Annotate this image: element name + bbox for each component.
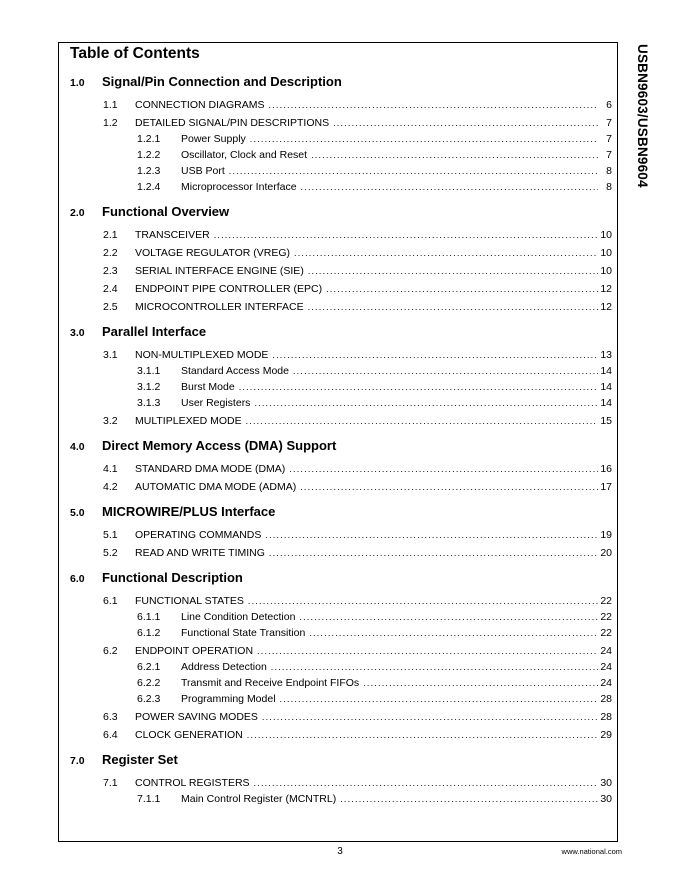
entry-number: 1.2 (103, 117, 118, 129)
entry-number: 1.2.1 (137, 133, 161, 145)
entry-title: FUNCTIONAL STATES (135, 595, 244, 607)
entry-number: 4.2 (103, 481, 118, 493)
toc-entry[interactable] (70, 547, 612, 560)
entry-page-number: 28 (600, 711, 612, 723)
dot-leader (239, 381, 598, 394)
entry-number: 5.1 (103, 529, 118, 541)
section-title: MICROWIRE/PLUS Interface (102, 504, 276, 519)
toc-section (70, 752, 612, 806)
dot-leader (272, 349, 598, 362)
toc-subentry[interactable] (70, 661, 612, 674)
entry-title: NON-MULTIPLEXED MODE (135, 349, 269, 361)
toc-subentry[interactable] (70, 627, 612, 640)
entry-number: 6.2 (103, 645, 118, 657)
section-title: Register Set (102, 752, 178, 767)
entry-page-number: 10 (600, 265, 612, 277)
dot-leader (311, 149, 598, 162)
entry-page-number: 16 (600, 463, 612, 475)
entry-title: Functional State Transition (181, 627, 306, 639)
entry-page-number: 24 (600, 677, 612, 689)
toc-entry[interactable] (70, 463, 612, 476)
entry-number: 6.1 (103, 595, 118, 607)
toc-subentry[interactable] (70, 365, 612, 378)
toc-section (70, 204, 612, 314)
toc-section (70, 74, 612, 194)
entry-title: MICROCONTROLLER INTERFACE (135, 301, 304, 313)
section-number: 1.0 (70, 77, 85, 89)
toc-entry[interactable] (70, 247, 612, 260)
entry-number: 3.2 (103, 415, 118, 427)
section-heading[interactable] (70, 570, 612, 590)
dot-leader (257, 645, 598, 658)
dot-leader (254, 397, 598, 410)
entry-page-number: 14 (600, 381, 612, 393)
entry-number: 1.2.4 (137, 181, 161, 193)
toc-subentry[interactable] (70, 677, 612, 690)
toc-section (70, 570, 612, 742)
toc-subentry[interactable] (70, 181, 612, 194)
section-number: 5.0 (70, 507, 85, 519)
dot-leader (247, 729, 598, 742)
toc-subentry[interactable] (70, 611, 612, 624)
section-heading[interactable] (70, 324, 612, 344)
entry-page-number: 30 (600, 793, 612, 805)
section-number: 2.0 (70, 207, 85, 219)
footer-url: www.national.com (561, 847, 622, 856)
toc-entry[interactable] (70, 99, 612, 112)
section-number: 6.0 (70, 573, 85, 585)
section-heading[interactable] (70, 438, 612, 458)
dot-leader (308, 265, 598, 278)
entry-title: CONNECTION DIAGRAMS (135, 99, 265, 111)
entry-page-number: 20 (600, 547, 612, 559)
section-title: Parallel Interface (102, 324, 207, 339)
toc-entry[interactable] (70, 645, 612, 658)
entry-number: 4.1 (103, 463, 118, 475)
entry-number: 6.2.2 (137, 677, 161, 689)
toc-body (70, 74, 612, 816)
dot-leader (271, 661, 598, 674)
entry-number: 7.1.1 (137, 793, 161, 805)
toc-subentry[interactable] (70, 149, 612, 162)
entry-page-number: 10 (600, 229, 612, 241)
entry-title: MULTIPLEXED MODE (135, 415, 242, 427)
entry-title: Standard Access Mode (181, 365, 289, 377)
entry-title: ENDPOINT PIPE CONTROLLER (EPC) (135, 283, 323, 295)
dot-leader (301, 181, 598, 194)
dot-leader (326, 283, 598, 296)
toc-entry[interactable] (70, 529, 612, 542)
entry-title: DETAILED SIGNAL/PIN DESCRIPTIONS (135, 117, 330, 129)
entry-title: OPERATING COMMANDS (135, 529, 262, 541)
entry-title: POWER SAVING MODES (135, 711, 258, 723)
entry-page-number: 30 (600, 777, 612, 789)
dot-leader (300, 481, 598, 494)
toc-entry[interactable] (70, 117, 612, 130)
toc-entry[interactable] (70, 349, 612, 362)
entry-number: 1.2.3 (137, 165, 161, 177)
side-document-title: USBN9603/USBN9604 (635, 44, 650, 188)
entry-number: 7.1 (103, 777, 118, 789)
toc-entry[interactable] (70, 595, 612, 608)
entry-title: STANDARD DMA MODE (DMA) (135, 463, 286, 475)
entry-title: VOLTAGE REGULATOR (VREG) (135, 247, 290, 259)
entry-number: 6.2.1 (137, 661, 161, 673)
dot-leader (289, 463, 598, 476)
entry-title: Burst Mode (181, 381, 235, 393)
entry-title: Main Control Register (MCNTRL) (181, 793, 337, 805)
section-title: Direct Memory Access (DMA) Support (102, 438, 337, 453)
entry-number: 2.4 (103, 283, 118, 295)
entry-title: Transmit and Receive Endpoint FIFOs (181, 677, 360, 689)
dot-leader (265, 529, 598, 542)
entry-title: CLOCK GENERATION (135, 729, 243, 741)
dot-leader (246, 415, 598, 428)
entry-number: 2.5 (103, 301, 118, 313)
toc-section (70, 504, 612, 560)
entry-page-number: 7 (606, 117, 612, 129)
toc-subentry[interactable] (70, 165, 612, 178)
entry-page-number: 12 (600, 301, 612, 313)
entry-number: 6.3 (103, 711, 118, 723)
entry-page-number: 22 (600, 627, 612, 639)
section-heading[interactable] (70, 504, 612, 524)
entry-number: 1.1 (103, 99, 118, 111)
dot-leader (248, 595, 598, 608)
dot-leader (250, 133, 598, 146)
entry-title: TRANSCEIVER (135, 229, 210, 241)
toc-subentry[interactable] (70, 693, 612, 706)
entry-page-number: 14 (600, 397, 612, 409)
entry-number: 2.2 (103, 247, 118, 259)
toc-subentry[interactable] (70, 793, 612, 806)
entry-title: USB Port (181, 165, 225, 177)
dot-leader (309, 627, 598, 640)
section-number: 4.0 (70, 441, 85, 453)
entry-number: 6.1.2 (137, 627, 161, 639)
entry-page-number: 6 (606, 99, 612, 111)
section-title: Functional Overview (102, 204, 230, 219)
toc-entry[interactable] (70, 711, 612, 724)
entry-title: Address Detection (181, 661, 267, 673)
entry-title: Microprocessor Interface (181, 181, 297, 193)
entry-page-number: 7 (606, 149, 612, 161)
entry-page-number: 14 (600, 365, 612, 377)
entry-number: 6.2.3 (137, 693, 161, 705)
toc-entry[interactable] (70, 481, 612, 494)
dot-leader (363, 677, 598, 690)
entry-title: User Registers (181, 397, 251, 409)
entry-title: ENDPOINT OPERATION (135, 645, 254, 657)
entry-number: 3.1 (103, 349, 118, 361)
toc-entry[interactable] (70, 301, 612, 314)
dot-leader (269, 547, 598, 560)
footer-page-number: 3 (337, 846, 343, 857)
toc-entry[interactable] (70, 415, 612, 428)
entry-number: 3.1.3 (137, 397, 161, 409)
entry-page-number: 24 (600, 661, 612, 673)
section-heading[interactable] (70, 752, 612, 772)
entry-number: 1.2.2 (137, 149, 161, 161)
section-heading[interactable] (70, 204, 612, 224)
section-heading[interactable] (70, 74, 612, 94)
entry-page-number: 28 (600, 693, 612, 705)
toc-entry[interactable] (70, 229, 612, 242)
entry-title: AUTOMATIC DMA MODE (ADMA) (135, 481, 297, 493)
entry-number: 5.2 (103, 547, 118, 559)
dot-leader (254, 777, 598, 790)
toc-entry[interactable] (70, 777, 612, 790)
entry-number: 2.1 (103, 229, 118, 241)
dot-leader (333, 117, 598, 130)
toc-entry[interactable] (70, 283, 612, 296)
entry-page-number: 22 (600, 611, 612, 623)
entry-page-number: 19 (600, 529, 612, 541)
section-title: Signal/Pin Connection and Description (102, 74, 342, 89)
toc-entry[interactable] (70, 729, 612, 742)
dot-leader (269, 99, 598, 112)
section-title: Functional Description (102, 570, 243, 585)
toc-section (70, 438, 612, 494)
entry-page-number: 8 (606, 181, 612, 193)
entry-page-number: 7 (606, 133, 612, 145)
dot-leader (308, 301, 598, 314)
entry-page-number: 15 (600, 415, 612, 427)
dot-leader (340, 793, 598, 806)
entry-title: SERIAL INTERFACE ENGINE (SIE) (135, 265, 304, 277)
entry-page-number: 17 (600, 481, 612, 493)
entry-number: 3.1.1 (137, 365, 161, 377)
toc-heading: Table of Contents (70, 45, 200, 62)
entry-title: CONTROL REGISTERS (135, 777, 250, 789)
dot-leader (294, 247, 598, 260)
entry-title: Line Condition Detection (181, 611, 296, 623)
toc-subentry[interactable] (70, 133, 612, 146)
entry-page-number: 29 (600, 729, 612, 741)
entry-number: 3.1.2 (137, 381, 161, 393)
entry-page-number: 22 (600, 595, 612, 607)
dot-leader (280, 693, 598, 706)
entry-number: 6.1.1 (137, 611, 161, 623)
dot-leader (299, 611, 598, 624)
entry-number: 2.3 (103, 265, 118, 277)
dot-leader (214, 229, 598, 242)
section-number: 7.0 (70, 755, 85, 767)
toc-section (70, 324, 612, 428)
toc-entry[interactable] (70, 265, 612, 278)
entry-number: 6.4 (103, 729, 118, 741)
toc-subentry[interactable] (70, 397, 612, 410)
entry-page-number: 12 (600, 283, 612, 295)
entry-page-number: 24 (600, 645, 612, 657)
section-number: 3.0 (70, 327, 85, 339)
entry-title: Oscillator, Clock and Reset (181, 149, 308, 161)
dot-leader (229, 165, 598, 178)
entry-title: Power Supply (181, 133, 246, 145)
dot-leader (262, 711, 598, 724)
entry-page-number: 13 (600, 349, 612, 361)
dot-leader (293, 365, 598, 378)
entry-page-number: 10 (600, 247, 612, 259)
entry-title: READ AND WRITE TIMING (135, 547, 265, 559)
entry-page-number: 8 (606, 165, 612, 177)
toc-subentry[interactable] (70, 381, 612, 394)
entry-title: Programming Model (181, 693, 276, 705)
